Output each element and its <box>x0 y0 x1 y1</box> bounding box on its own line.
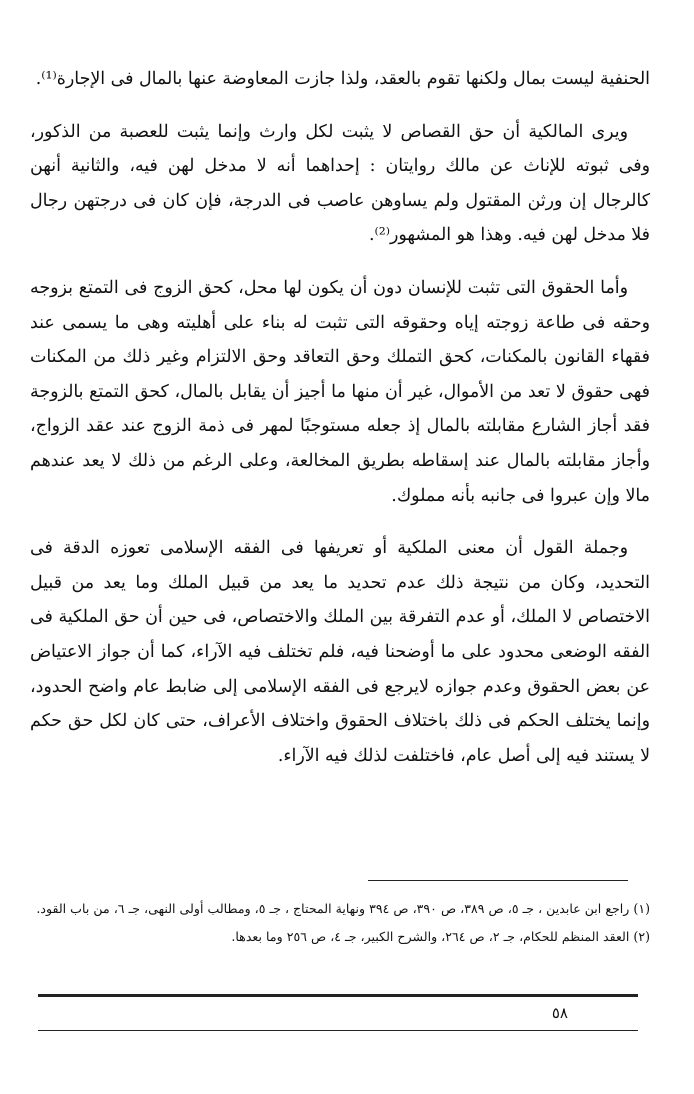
footnotes <box>28 898 650 954</box>
bottom-thin-rule <box>38 1030 638 1031</box>
page-number: ٥٨ <box>551 1004 568 1022</box>
footnote-1: (١) راجع ابن عابدين ، جـ ٥، ص ٣٨٩، ص ٣٩٠، ص ٣٩٤ ونهاية المحتاج ، جـ ٥، ومطالب أولى النهى، جـ ٦، من باب القود. <box>36 901 650 916</box>
footnote-separator <box>368 880 628 881</box>
footnote-2: (٢) العقد المنظم للحكام، جـ ٢، ص ٢٦٤، والشرح الكبير، جـ ٤، ص ٢٥٦ وما بعدها. <box>231 929 650 944</box>
paragraph-3: وأما الحقوق التى تثبت للإنسان دون أن يكون لها محل، كحق الزوج فى التمتع بزوجه وحقه فى طاعة زوجته إياه وحقوقه التى تثبت له بناء على أهليته وهى ما يسمى عند فقهاء القانون بالمكنات، كحق التملك وحق التعاقد وحق الالتزام وغير ذلك من المكنات فهى حقوق لا تعد من الأموال، غير أن منها ما أجيز أن يقابل بالمال، كحق التمتع بالزوجة فقد أجاز الشارع مقابلته بالمال إذ جعله مستوجبًا لمهر فى ذمة الزوج عند عقد الزواج، وأجاز مقابلته بالمال عند إسقاطه بطريق المخالعة، وعلى الرغم من ذلك لا يعد عندهم مالا وإن عبروا فى جانبه بأنه مملوك. <box>30 277 650 506</box>
paragraph-2: ويرى المالكية أن حق القصاص لا يثبت لكل وارث وإنما يثبت للعصبة من الذكور، وفى ثبوته للإناث عن مالك روايتان : إحداهما أنه لا مدخل لهن فيه، والثانية أنهن كالرجال إن ورثن المقتول ولم يساوهن عاصب فى الدرجة، فإن كان فى درجتهن رجال فلا مدخل لهن فيه. وهذا هو المشهور⁽²⁾. <box>30 121 650 246</box>
bottom-thick-rule <box>38 994 638 997</box>
paragraph-4: وجملة القول أن معنى الملكية أو تعريفها فى الفقه الإسلامى تعوزه الدقة فى التحديد، وكان من نتيجة ذلك عدم تحديد ما يعد من قبيل الملك وما يعد من قبيل الاختصاص لا الملك، أو عدم التفرقة بين الملك والاختصاص، فى حين أن حق الملكية فى الفقه الوضعى محدود على ما أوضحنا فيه، فلم تختلف فيه الآراء، كما أن جواز الاعتياض عن بعض الحقوق وعدم جوازه لايرجع فى الفقه الإسلامى إلى ضابط عام واضح الحدود، وإنما يختلف الحكم فى ذلك باختلاف الحقوق واختلاف الأعراف، حتى كان لكل حق حكم لا يستند فيه إلى أصل عام، فاختلفت لذلك فيه الآراء. <box>30 538 650 766</box>
paragraph-1: الحنفية ليست بمال ولكنها تقوم بالعقد، ولذا جازت المعاوضة عنها بالمال فى الإجارة⁽¹⁾. <box>35 69 650 89</box>
body-text <box>30 62 650 791</box>
